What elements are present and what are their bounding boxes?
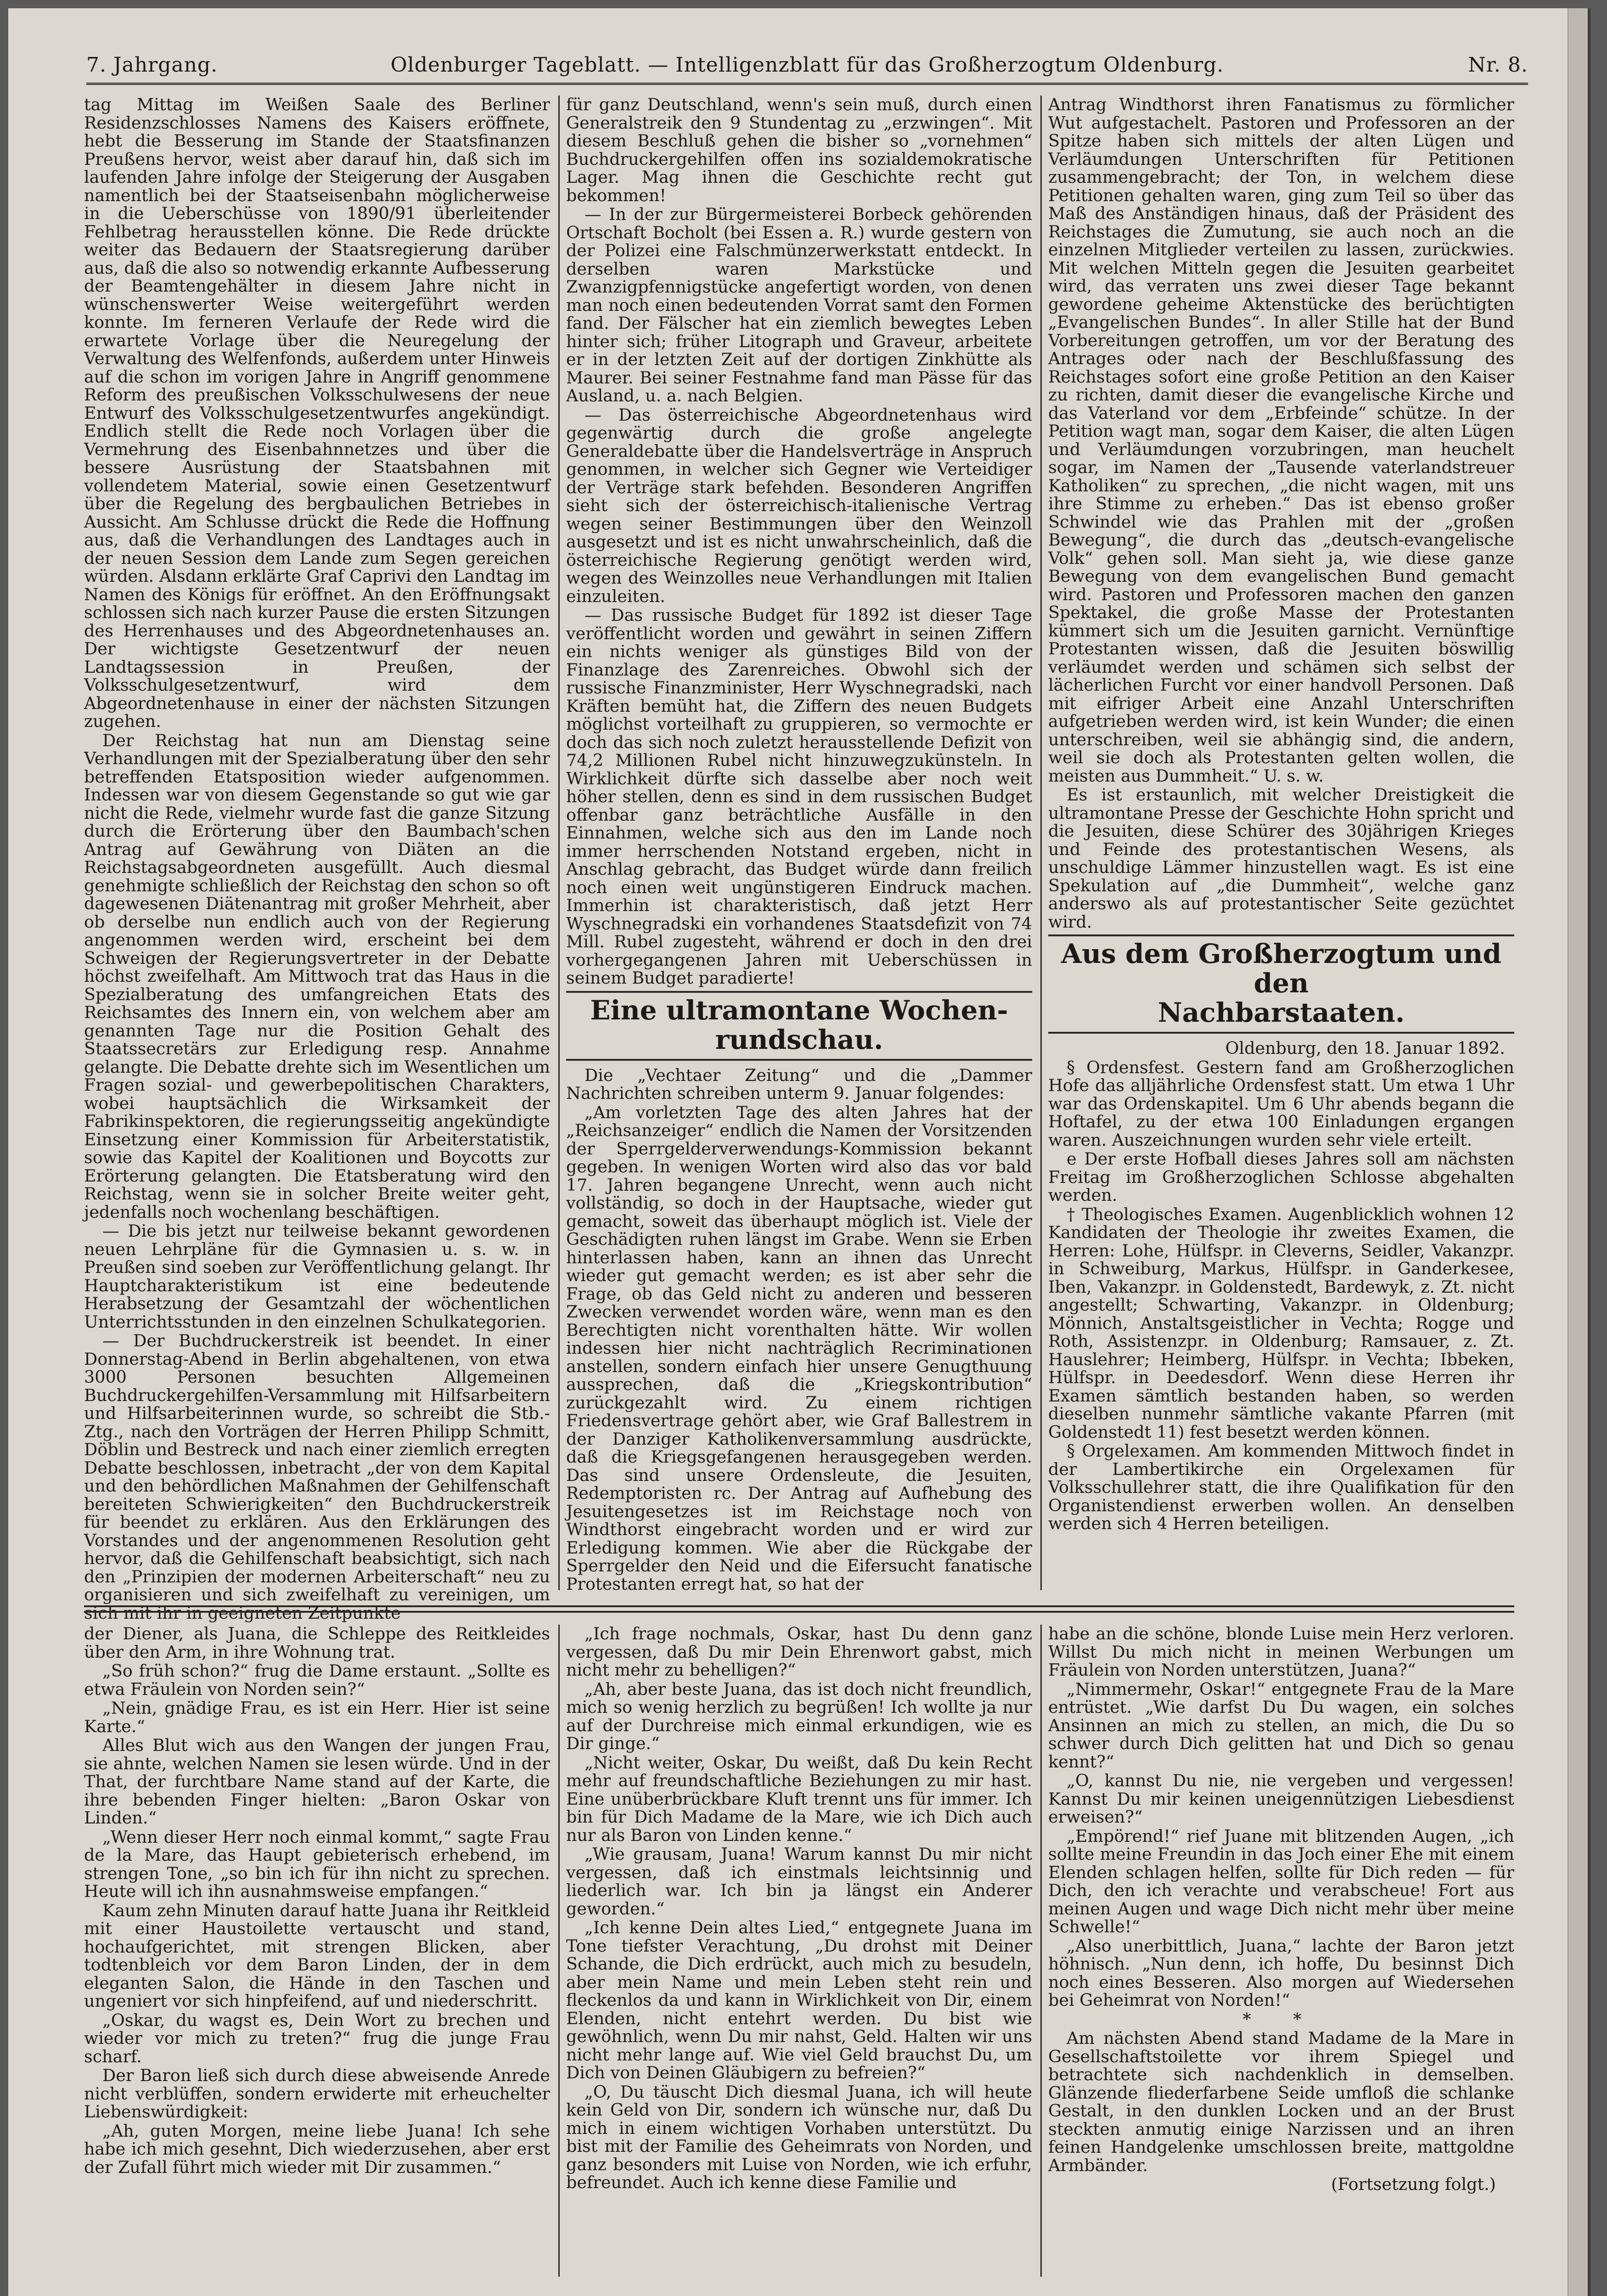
heading-line: Nachbarstaaten.: [1157, 997, 1405, 1028]
volume-label: 7. Jahrgang.: [86, 53, 218, 77]
article-paragraph: „Am vorletzten Tage des alten Jahres hat der „Reichsanzeiger“ endlich die Namen der Vorsitzenden der Sperrgelderverwendungs-Kommission bekannt gegeben. In wenigen Worten wird also das vor bald 17. Jahren begangene Unrecht, wenn auch nicht vollständig, so doch in der Hauptsache, wieder gut gemacht, soweit das überhaupt möglich ist. Viele der Geschädigten ruhen längst im Grabe. Wenn sie Erben hinterlassen haben, kann an ihnen das Unrecht wieder gut gemacht werden; es ist aber sehr die Frage, ob das Geld nicht zu anderen und besseren Zwecken verwendet worden wäre, wenn man es den Berechtigten nicht vorenthalten hätte. Wir wollen indessen hier nicht nachträglich Recriminationen anstellen, sondern einfach hier unsere Genugthuung aussprechen, daß die „Kriegskontribution“ zurückgezahlt wird. Zu einem richtigen Friedensvertrage gehört aber, wie Graf Ballestrem in der Danziger Katholikenversammlung ausdrückte, daß die Kriegsgefangenen herausgegeben werden. Das sind unsere Ordensleute, die Jesuiten, Redemptoristen rc. Der Antrag auf Aufhebung des Jesuitengesetzes ist im Reichstage noch von Windthorst eingebracht worden und er wird zur Erledigung kommen. Wie aber die Rückgabe der Sperrgelder den Neid und die Eifersucht fanatische Protestanten erregt hat, so hat der: [566, 1102, 1032, 1594]
article-paragraph: Antrag Windthorst ihren Fanatismus zu förmlicher Wut aufgestachelt. Pastoren und Professoren an der Spitze haben sich mittels der alten Lügen und Verläumdungen Unterschriften für Petitionen zusammengebracht; der Ton, in welchem diese Petitionen gehalten waren, ging zum Teil so über das Maß des Anständigen hinaus, daß der Präsident des Reichstages die Zumutung, sie auch noch an die einzelnen Mitglieder verteilen zu lassen, zurückwies. Mit welchen Mitteln gegen die Jesuiten gearbeitet wird, das verraten uns zwei dieser Tage bekannt gewordene geheime Aktenstücke des berüchtigten „Evangelischen Bundes“. In aller Stille hat der Bund Vorbereitungen getroffen, um vor der Beratung des Antrages oder nach der Beschlußfassung des Reichstages sofort eine große Petition an den Kaiser zu richten, damit dieser die evangelische Kirche und das Vaterland vor dem „Erbfeinde“ schütze. In der Petition wagt man, sogar dem Kaiser, die alten Lügen und Verläumdungen vorzubringen, man heuchelt sogar, im Namen der „Tausende vaterlandstreuer Katholiken“ zu sprechen, „die nicht wagen, mit uns ihre Stimme zu erheben.“ Das ist ebenso großer Schwindel wie das Prahlen mit der „großen Bewegung“, die durch das „deutsch-evangelische Volk“ gehen soll. Man sieht ja, wie diese ganze Bewegung von dem evangelischen Bund gemacht wird. Pastoren und Professoren machen den ganzen Spektakel, die große Masse der Protestanten kümmert sich um die Jesuiten garnicht. Vernünftige Protestanten wissen, daß die Jesuiten böswillig verläumdet werden und schämen sich selbst der lächerlichen Furcht vor einer handvoll Personen. Daß mit eifriger Arbeit eine Anzahl Unterschriften aufgetrieben werden wird, ist kein Wunder; die einen unterschreiben, weil sie abhängig sind, die andern, weil sie doch als Protestanten gelten wollen, die meisten aus Dummheit.“ U. s. w.: [1048, 95, 1514, 786]
article-paragraph: — Der Buchdruckerstreik ist beendet. In einer Donnerstag-Abend in Berlin abgehaltenen, von etwa 3000 Personen besuchten Allgemeinen Buchdruckergehilfen-Versammlung mit Hilfsarbeitern und Hilfsarbeiterinnen wurde, so schreibt die Stb.-Ztg., nach den Vorträgen der Herren Philipp Schmitt, Döblin und Bestreck und nach einer ziemlich erregten Debatte beschlossen, inbetracht „der von dem Kapital und den behördlichen Maßnahmen der Gehilfenschaft bereiteten Schwierigkeiten“ den Buchdruckerstreik für beendet zu erklären. Aus den Erklärungen des Vorstandes und der angenommenen Resolution geht hervor, daß die Gehilfenschaft beabsichtigt, sich nach den „Prinzipien der modernen Arbeiterschaft“ neu zu organisieren und sich zweifelhaft zu vereinigen, um sich mit ihr in geeigneten Zeitpunkte: [84, 1331, 550, 1623]
story-paragraph: Alles Blut wich aus den Wangen der jungen Frau, sie ahnte, welchen Namen sie lesen würde. Und in der That, der furchtbare Name stand auf der Karte, die ihre bebenden Finger hielten: „Baron Oskar von Linden.“: [84, 1735, 550, 1828]
story-paragraph: Kaum zehn Minuten darauf hatte Juana ihr Reitkleid mit einer Haustoilette vertauscht und stand, hochaufgerichtet, mit strengen Blicken, aber todtenbleich vor dem Baron Linden, der in dem eleganten Salon, die Hände in den Taschen und ungeniert vor sich hinpfeifend, auf und niederschritt.: [84, 1900, 550, 2011]
feuilleton-column-2: [566, 1625, 1032, 2277]
story-paragraph: „Nicht weiter, Oskar, Du weißt, daß Du kein Recht mehr auf freundschaftliche Beziehungen zu mir hast. Eine unüberbrückbare Kluft trennt uns für immer. Ich bin für Dich Madame de la Mare, wie ich Dich auch nur als Baron von Linden kenne.“: [566, 1752, 1032, 1845]
news-item: † Theologisches Examen. Augenblicklich wohnen 12 Kandidaten der Theologie ihr zweites Examen, die Herren: Lohe, Hülfspr. in Cleverns, Seidler, Vakanzpr. in Schweiburg, Markus, Hülfspr. in Ganderkesee, Iben, Vakanzpr. in Goldenstedt, Bardewyk, z. Zt. nicht angestellt; Schwarting, Vakanzpr. in Oldenburg; Mönnich, Anstaltsgeistlicher in Vechta; Rogge und Roth, Assistenzpr. in Oldenburg; Ramsauer, z. Zt. Hauslehrer; Heimberg, Hülfspr. in Vechta; Ibbeken, Hülfspr. in Deedesdorf. Wenn diese Herren ihr Examen sämtlich bestanden haben, so werden dieselben nunmehr sämtliche vakante Pfarren (mit Goldenstedt 11) fest besetzt werden können.: [1048, 1204, 1514, 1442]
article-paragraph: Der Reichstag hat nun am Dienstag seine Verhandlungen mit der Spezialberatung über den sehr betreffenden Etatsposition wieder aufgenommen. Indessen war von diesem Gegenstande so gut wie gar nicht die Rede, vielmehr wurde fast die ganze Sitzung durch die Erörterung über den Baumbach'schen Antrag auf Gewährung von Diäten an die Reichstagsabgeordneten ausgefüllt. Auch diesmal genehmigte schließlich der Reichstag den schon so oft dagewesenen Diätenantrag mit großer Mehrheit, aber ob derselbe nun endlich auch von der Regierung angenommen werden wird, erscheint bei dem Schweigen der Regierungsvertreter in der Debatte höchst zweifelhaft. Am Mittwoch trat das Haus in die Spezialberatung des umfangreichen Etats des Reichsamtes des Innern ein, von welchem aber am genannten Tage nur die Position Gehalt des Staatssecretärs zur Erledigung resp. Annahme gelangte. Die Debatte drehte sich im Wesentlichen um Fragen sozial- und gewerbepolitischen Charakters, wobei hauptsächlich die Wirksamkeit der Fabrikinspektoren, die regierungsseitig angekündigte Einsetzung einer Kommission für Arbeiterstatistik, sowie das Kapitel der Koalitionen und Boycotts zur Erörterung gelangten. Die Etatsberatung wird den Reichstag, wenn sie in solcher Breite weiter geht, jedenfalls noch wochenlang beschäftigen.: [84, 730, 550, 1222]
feuilleton-column-1: [84, 1625, 550, 2277]
story-paragraph: der Diener, als Juana, die Schleppe des Reitkleides über den Arm, in ihre Wohnung trat.: [84, 1624, 550, 1662]
news-item: § Orgelexamen. Am kommenden Mittwoch findet in der Lambertikirche ein Orgelexamen für Volksschullehrer statt, die ihre Qualifikation für den Organistendienst erwerben wollen. An denselben werden sich 4 Herren beteiligen.: [1048, 1441, 1514, 1533]
story-paragraph: „So früh schon?“ frug die Dame erstaunt. „Sollte es etwa Fräulein von Norden sein?“: [84, 1661, 550, 1699]
masthead-title: Oldenburger Tageblatt. — Intelligenzblatt für das Großherzogtum Oldenburg.: [390, 53, 1224, 77]
story-paragraph: „Empörend!“ rief Juane mit blitzenden Augen, „ich sollte meine Freundin in das Joch einer Ehe mit einem Elenden schlagen helfen, sollte für Dich reden — für Dich, den ich verachte und verabscheue! Fort aus meinen Augen und wage Dich nicht mehr über meine Schwelle!“: [1048, 1826, 1514, 1936]
story-paragraph: „Wenn dieser Herr noch einmal kommt,“ sagte Frau de la Mare, das Haupt gebieterisch erhebend, im strengen Tone, „so bin ich für ihn nicht zu sprechen. Heute will ich ihn ausnahmsweise empfangen.“: [84, 1827, 550, 1901]
section-heading-wochenrundschau: [566, 991, 1032, 1061]
column-rule: [558, 96, 560, 1590]
page-edge: [1568, 8, 1588, 2296]
issue-number: Nr. 8.: [1468, 53, 1528, 77]
story-paragraph: Am nächsten Abend stand Madame de la Mare in Gesellschaftstoilette vor ihrem Spiegel und betrachtete sich nachdenklich in demselben. Glänzende fliederfarbene Seide umfloß die schlanke Gestalt, in den dunklen Locken und an der Brust steckten anmutig einige Narzissen und an ihren feinen Handgelenke umschlossen breite, mattgoldne Armbänder.: [1048, 2028, 1514, 2175]
story-paragraph: „Ah, guten Morgen, meine liebe Juana! Ich sehe habe ich mich gesehnt, Dich wiederzusehen, aber erst der Zufall führt mich wieder mit Dir zusammen.“: [84, 2121, 550, 2177]
news-item: e Der erste Hofball dieses Jahres soll am nächsten Freitag im Großherzoglichen Schlosse abgehalten werden.: [1048, 1149, 1514, 1205]
feuilleton-separator: [84, 1611, 1514, 1613]
news-item: § Ordensfest. Gestern fand am Großherzoglichen Hofe das alljährliche Ordensfest statt. Um etwa 1 Uhr war das Ordenskapitel. Um 6 Uhr abends begann die Hoftafel, zu der etwa 100 Einladungen ergangen waren. Auszeichnungen wurden sehr viele erteilt.: [1048, 1057, 1514, 1150]
newspaper-page: [8, 8, 1588, 2296]
story-paragraph: „O, Du täuscht Dich diesmal Juana, ich will heute kein Geld von Dir, sondern ich wünsche nur, daß Du mich in einem wichtigen Vorhaben unterstützt. Du bist mit der Familie des Geheimrats von Norden, und ganz besonders mit Luise von Norden, wie ich erfuhr, befreundet. Auch ich kenne diese Familie und: [566, 2082, 1032, 2192]
feuilleton-column-3: [1048, 1625, 1514, 2277]
continuation-note: (Fortsetzung folgt.): [1331, 2174, 1496, 2194]
article-paragraph: Die „Vechtaer Zeitung“ und die „Dammer Nachrichten schreiben unterm 9. Januar folgendes:: [566, 1065, 1032, 1103]
article-paragraph: — In der zur Bürgermeisterei Borbeck gehörenden Ortschaft Bocholt (bei Essen a. R.) wurde gestern von der Polizei eine Falschmünzerwerkstatt entdeckt. In derselben waren Markstücke und Zwanzigpfennigstücke angefertigt worden, von denen man noch einen bedeutenden Vorrat samt den Formen fand. Der Fälscher hat ein ziemlich bewegtes Leben hinter sich; früher Litograph und Graveur, arbeitete er in der letzten Zeit auf der dortigen Zinkhütte als Maurer. Bei seiner Festnahme fand man Pässe für das Ausland, u. a. nach Belgien.: [566, 204, 1032, 405]
story-paragraph: „Nimmermehr, Oskar!“ entgegnete Frau de la Mare entrüstet. „Wie darfst Du Du wagen, ein solches Ansinnen an mich zu stellen, an mich, die Du so schwer durch Dich gelitten hat und Dich so genau kennt?“: [1048, 1679, 1514, 1772]
article-paragraph: für ganz Deutschland, wenn's sein muß, durch einen Generalstreik den 9 Stundentag zu „erzwingen“. Mit diesem Beschluß gehen die bisher so „vornehmen“ Buchdruckergehilfen offen ins sozialdemokratische Lager. Mag ihnen die Geschichte recht gut bekommen!: [566, 95, 1032, 205]
upper-column-3: [1048, 96, 1514, 1590]
story-paragraph: „Oskar, du wagst es, Dein Wort zu brechen und wieder vor mich zu treten?“ frug die junge Frau scharf.: [84, 2010, 550, 2066]
section-heading-grossherzogtum: [1048, 934, 1514, 1034]
upper-column-1: [84, 95, 550, 1623]
story-paragraph: „Ich frage nochmals, Oskar, hast Du denn ganz vergessen, daß Du mir Dein Ehrenwort gabst, mich nicht mehr zu behelligen?“: [566, 1624, 1032, 1680]
article-paragraph: — Die bis jetzt nur teilweise bekannt gewordenen neuen Lehrpläne für die Gymnasien u. s. w. in Preußen sind soeben zur Veröffentlichung gelangt. Ihr Hauptcharakteristikum ist eine bedeutende Herabsetzung der Gesamtzahl der wöchentlichen Unterrichtsstunden in den einzelnen Schulkategorien.: [84, 1221, 550, 1332]
article-paragraph: — Das österreichische Abgeordnetenhaus wird gegenwärtig durch die große angelegte Generaldebatte über die Handelsverträge in Anspruch genommen, in welcher sich Gegner wie Verteidiger der Verträge stark befehden. Besonderen Angriffen sieht sich der österreichisch-italienische Vertrag wegen seiner Bestimmungen über den Weinzoll ausgesetzt und ist es nicht unwahrscheinlich, daß die österreichische Regierung genötigt werden wird, wegen des Weinzolles neue Verhandlungen mit Italien einzuleiten.: [566, 405, 1032, 606]
story-paragraph: „Ich kenne Dein altes Lied,“ entgegnete Juana im Tone tiefster Verachtung, „Du drohst mit Deiner Schande, die Dich erdrückt, auch mich zu besudeln, aber mein Name und mein Leben steht rein und fleckenlos da und kann in Wirklichkeit von Dir, einem Elenden, nicht entehrt werden. Du bist wie gewöhnlich, wenn Du mir nahst, Geld. Halten wir uns nicht mehr lange auf. Wie viel Geld brauchst Du, um Dich von Deinen Gläubigern zu befreien?“: [566, 1918, 1032, 2082]
page-header: [86, 51, 1528, 85]
story-paragraph: habe an die schöne, blonde Luise mein Herz verloren. Willst Du mich nicht in meinen Werbungen um Fräulein von Norden unterstützen, Juana?“: [1048, 1624, 1514, 1680]
story-paragraph: „O, kannst Du nie, nie vergeben und vergessen! Kannst Du mir keinen uneigennützigen Liebesdienst erweisen?“: [1048, 1771, 1514, 1827]
article-paragraph: tag Mittag im Weißen Saale des Berliner Residenzschlosses Namens des Kaisers eröffnete, hebt die Besserung im Stande der Staatsfinanzen Preußens hervor, weist aber darauf hin, daß sich im laufenden Jahre infolge der Steigerung der Ausgaben namentlich bei der Staatseisenbahn möglicherweise in die Ueberschüsse von 1890/91 überleitender Fehlbetrag herausstellen könne. Die Rede drückte weiter das Bedauern der Staatsregierung darüber aus, daß die also so notwendig erkannte Aufbesserung der Beamtengehälter in diesem Jahre nicht in wünschenswerter Weise weitergeführt werden konnte. Im ferneren Verlaufe der Rede wird die erwartete Vorlage über die Neuregelung der Verwaltung des Welfenfonds, außerdem unter Hinweis auf die schon im vorigen Jahre in Angriff genommene Reform des preußischen Volksschulwesens der neue Entwurf des Volksschulgesetzentwurfes angekündigt. Endlich stellt die Rede noch Vorlagen über die Vermehrung des Eisenbahnnetzes und über die bessere Ausrüstung der Staatsbahnen mit vollendetem Material, sowie einen Gesetzentwurf über die Regelung des bergbaulichen Betriebes in Aussicht. Am Schlusse drückt die Rede die Hoffnung aus, daß die Verhandlungen des Landtages auch in der neuen Session dem Lande zum Segen gereichen würden. Alsdann erklärte Graf Caprivi den Landtag im Namen des Königs für eröffnet. An den Eröffnungsakt schlossen sich nach kurzer Pause die ersten Sitzungen des Herrenhauses und des Abgeordnetenhauses an. Der wichtigste Gesetzentwurf der neuen Landtagssession in Preußen, der Volksschulgesetzentwurf, wird dem Abgeordnetenhause in einer der nächsten Sitzungen zugehen.: [84, 95, 550, 731]
story-paragraph: „Nein, gnädige Frau, es ist ein Herr. Hier ist seine Karte.“: [84, 1698, 550, 1736]
story-paragraph: „Wie grausam, Juana! Warum kannst Du mir nicht vergessen, daß ich einstmals leichtsinnig und liederlich war. Ich bin ja längst ein Anderer geworden.“: [566, 1844, 1032, 1919]
column-rule: [558, 1625, 560, 2277]
heading-line: Eine ultramontane Wochen-: [590, 994, 1008, 1026]
article-paragraph: — Das russische Budget für 1892 ist dieser Tage veröffentlicht worden und gewährt in seinen Ziffern ein nichts weniger als günstiges Bild von der Finanzlage des Zarenreiches. Obwohl sich der russische Finanzminister, Herr Wyschnegradski, nach Kräften bemüht hat, die Ziffern des neuen Budgets möglichst vorteilhaft zu gruppieren, so vermochte er doch das sich noch zuletzt herausstellende Defizit von 74,2 Millionen Rubel nicht hinzuwegzukünsteln. In Wirklichkeit dürfte sich dasselbe aber noch weit höher stellen, denn es sind in dem russischen Budget offenbar ganz beträchtliche Ausfälle in den Einnahmen, welche sich aus den im Lande noch immer herrschenden Notstand ergeben, nicht in Anschlag gebracht, das Budget würde dann freilich noch einen weit ungünstigeren Eindruck machen. Immerhin ist charakteristisch, daß jetzt Herr Wyschnegradski ein vorhandenes Staatsdefizit von 74 Mill. Rubel zugesteht, während er doch in den drei vorhergegangenen Jahren mit Ueberschüssen in seinem Budget paradierte!: [566, 605, 1032, 988]
story-paragraph: „Also unerbittlich, Juana,“ lachte der Baron jetzt höhnisch. „Nun denn, ich hoffe, Du besinnst Dich noch eines Besseren. Also morgen auf Wiedersehen bei Geheimrat von Norden!“: [1048, 1936, 1514, 2010]
column-rule: [1040, 96, 1042, 1590]
upper-column-2: [566, 95, 1032, 1594]
heading-line: Aus dem Großherzogtum und den: [1061, 938, 1502, 999]
story-paragraph: Der Baron ließ sich durch diese abweisende Anrede nicht verblüffen, sondern erwiderte mit erheuchelter Liebenswürdigkeit:: [84, 2065, 550, 2122]
article-paragraph: Es ist erstaunlich, mit welcher Dreistigkeit die ultramontane Presse der Geschichte Hohn spricht und die Jesuiten, diese Schürer des 30jährigen Krieges und Feinde des protestantischen Wesens, als unschuldige Lämmer hinzustellen wagt. Es ist eine Spekulation auf „die Dummheit“, welche ganz anderswo als auf protestantischer Seite gezüchtet wird.: [1048, 785, 1514, 932]
scene-break: * *: [1242, 2009, 1320, 2029]
story-paragraph: „Ah, aber beste Juana, das ist doch nicht freundlich, mich so wenig herzlich zu begrüßen! Ich wollte ja nur auf der Durchreise mich einmal erkundigen, wie es Dir ginge.“: [566, 1679, 1032, 1753]
feuilleton-separator: [84, 1605, 1514, 1607]
dateline: Oldenburg, den 18. Januar 1892.: [1225, 1038, 1505, 1058]
column-rule: [1040, 1625, 1042, 2277]
heading-line: rundschau.: [715, 1024, 883, 1055]
